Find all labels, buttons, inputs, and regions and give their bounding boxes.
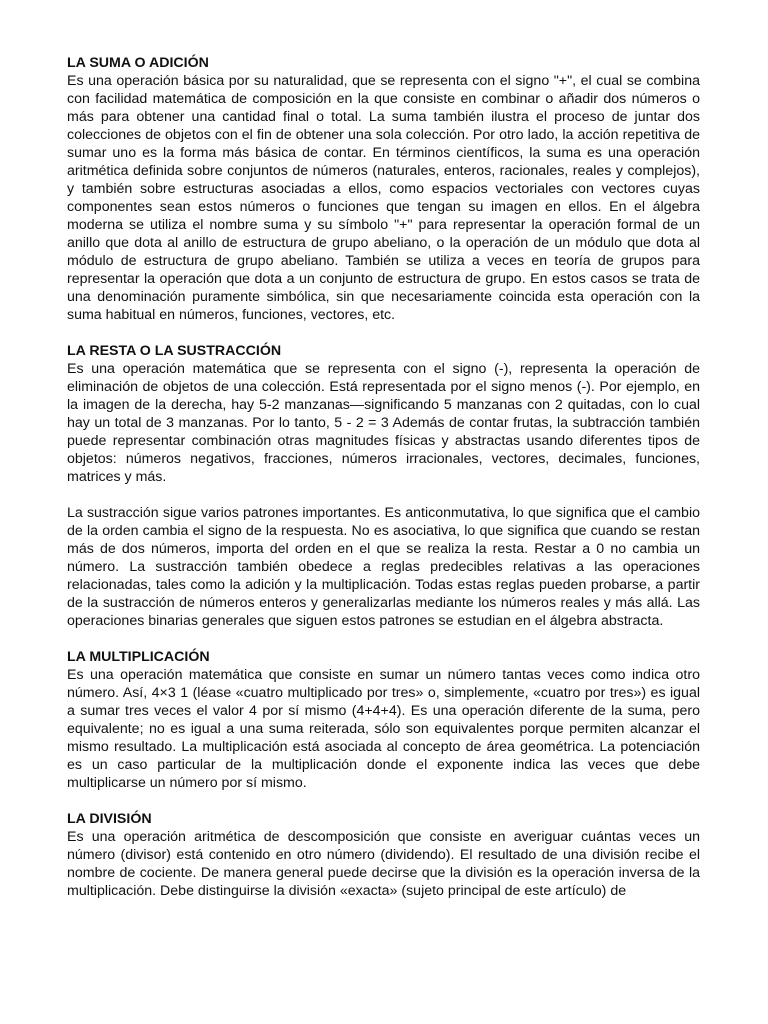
- section-heading: LA RESTA O LA SUSTRACCIÓN: [67, 343, 282, 359]
- section-heading: LA SUMA O ADICIÓN: [67, 55, 209, 71]
- section-resta: [67, 342, 700, 630]
- section-paragraph: Es una operación matemática que consiste en sumar un número tantas veces como indica otro número. Así, 4×3 1 (léase «cuatro multiplicado por tres» o, simplemente, «cuatro por tres») es igual a sumar tres veces el valor 4 por sí mismo (4+4+4). Es una operación diferente de la suma, pero equivalente; no es igual a una suma reiterada, sólo son equivalentes porque permiten alcanzar el mismo resultado. La multiplicación está asociada al concepto de área geométrica. La potenciación es un caso particular de la multiplicación donde el exponente indica las veces que debe multiplicarse un número por sí mismo.: [67, 667, 700, 791]
- section-suma: [67, 54, 700, 324]
- section-heading: LA MULTIPLICACIÓN: [67, 649, 210, 665]
- section-paragraph: Es una operación básica por su naturalidad, que se representa con el signo "+", el cual se combina con facilidad matemática de composición en la que consiste en combinar o añadir dos números o más para obtener una cantidad final o total. La suma también ilustra el proceso de juntar dos colecciones de objetos con el fin de obtener una sola colección. Por otro lado, la acción repetitiva de sumar uno es la forma más básica de contar. En términos científicos, la suma es una operación aritmética definida sobre conjuntos de números (naturales, enteros, racionales, reales y complejos), y también sobre estructuras asociadas a ellos, como espacios vectoriales con vectores cuyas componentes sean estos números o funciones que tengan su imagen en ellos. En el álgebra moderna se utiliza el nombre suma y su símbolo "+" para representar la operación formal de un anillo que dota al anillo de estructura de grupo abeliano, o la operación de un módulo que dota al módulo de estructura de grupo abeliano. También se utiliza a veces en teoría de grupos para representar la operación que dota a un conjunto de estructura de grupo. En estos casos se trata de una denominación puramente simbólica, sin que necesariamente coincida esta operación con la suma habitual en números, funciones, vectores, etc.: [67, 73, 700, 323]
- section-heading: LA DIVISIÓN: [67, 811, 152, 827]
- section-division: [67, 810, 700, 900]
- section-multiplicacion: [67, 648, 700, 792]
- section-paragraph: Es una operación matemática que se representa con el signo (-), representa la operación de eliminación de objetos de una colección. Está representada por el signo menos (-). Por ejemplo, en la imagen de la derecha, hay 5-2 manzanas—significando 5 manzanas con 2 quitadas, con lo cual hay un total de 3 manzanas. Por lo tanto, 5 - 2 = 3 Además de contar frutas, la subtracción también puede representar combinación otras magnitudes físicas y abstractas usando diferentes tipos de objetos: números negativos, fracciones, números irracionales, vectores, decimales, funciones, matrices y más.: [67, 361, 700, 485]
- section-paragraph: Es una operación aritmética de descomposición que consiste en averiguar cuántas veces un número (divisor) está contenido en otro número (dividendo). El resultado de una división recibe el nombre de cociente. De manera general puede decirse que la división es la operación inversa de la multiplicación. Debe distinguirse la división «exacta» (sujeto principal de este artículo) de: [67, 829, 700, 899]
- section-paragraph: La sustracción sigue varios patrones importantes. Es anticonmutativa, lo que significa que el cambio de la orden cambia el signo de la respuesta. No es asociativa, lo que significa que cuando se restan más de dos números, importa del orden en el que se realiza la resta. Restar a 0 no cambia un número. La sustracción también obedece a reglas predecibles relativas a las operaciones relacionadas, tales como la adición y la multiplicación. Todas estas reglas pueden probarse, a partir de la sustracción de números enteros y generalizarlas mediante los números reales y más allá. Las operaciones binarias generales que siguen estos patrones se estudian en el álgebra abstracta.: [67, 505, 700, 629]
